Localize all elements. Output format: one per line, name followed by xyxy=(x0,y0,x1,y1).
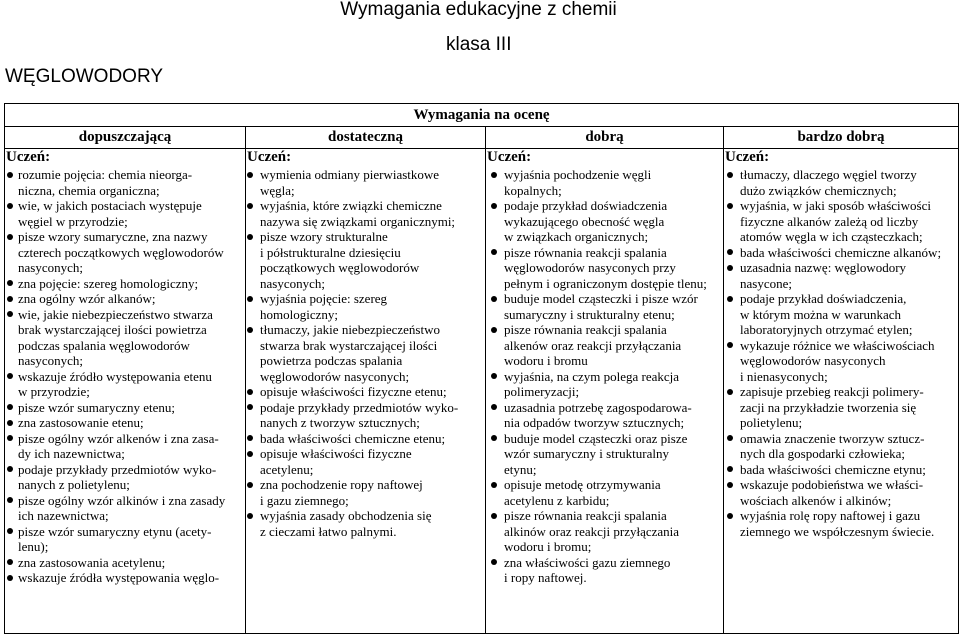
requirement-text: pisze wzory strukturalne xyxy=(260,229,388,244)
requirement-item xyxy=(246,229,485,291)
requirement-text: podczas spalania węglowodorów xyxy=(18,337,190,353)
requirement-item xyxy=(5,229,245,276)
requirement-item xyxy=(486,369,723,400)
requirement-text: etynu; xyxy=(504,461,537,477)
bullet-icon xyxy=(247,404,253,410)
requirement-item xyxy=(5,431,245,462)
bullet-icon xyxy=(247,451,253,457)
bullet-icon xyxy=(491,513,497,519)
requirement-text: czterech początkowych węglowodorów xyxy=(18,244,224,260)
requirement-text: nasyconych; xyxy=(260,275,325,291)
requirement-text: węgiel w przyrodzie; xyxy=(18,213,128,229)
requirement-text: nanych z tworzyw sztucznych; xyxy=(260,415,420,430)
requirement-text: brak wystarczającej ilości powietrza xyxy=(18,322,207,337)
requirement-item xyxy=(486,245,723,292)
requirement-text: węglowodorów nasyconych xyxy=(740,353,886,368)
column-bardzo-dobra xyxy=(724,149,959,634)
bullet-icon xyxy=(247,203,253,209)
requirement-text: tłumaczy, dlaczego węgiel tworzy xyxy=(740,167,917,182)
requirement-text: z cieczami łatwo palnymi. xyxy=(260,523,397,539)
bullet-icon xyxy=(7,172,13,178)
document-title: Wymagania edukacyjne z chemii xyxy=(340,0,617,20)
bullet-icon xyxy=(247,513,253,519)
requirement-text: podaje przykład doświadczenia xyxy=(504,198,668,213)
requirement-text: pisze równania reakcji spalania xyxy=(504,244,667,260)
requirement-text: nasyconych; xyxy=(18,260,83,275)
requirement-text: zna pojęcie: szereg homologiczny; xyxy=(18,275,199,291)
requirement-item xyxy=(246,322,485,384)
requirement-text: i gazu ziemnego; xyxy=(260,492,349,508)
requirement-text: ich nazewnictwa; xyxy=(18,508,109,523)
requirement-text: zna ogólny wzór alkanów; xyxy=(18,291,156,306)
bullet-icon xyxy=(491,404,497,410)
requirement-text: i ropy naftowej. xyxy=(504,570,587,585)
requirement-text: kopalnych; xyxy=(504,182,562,198)
bullet-icon xyxy=(491,373,497,379)
requirement-text: wskazuje źródła występowania węglo- xyxy=(18,570,220,585)
requirement-item xyxy=(724,198,958,245)
bullet-icon xyxy=(727,172,733,178)
requirement-item xyxy=(246,167,485,198)
bullet-icon xyxy=(247,296,253,302)
requirement-item xyxy=(486,477,723,508)
requirement-text: laboratoryjnych otrzymać etylen; xyxy=(740,322,913,337)
requirement-text: nasyconych; xyxy=(18,353,83,368)
requirement-text: bada właściwości chemiczne etynu; xyxy=(740,461,926,477)
requirement-item xyxy=(724,291,958,338)
requirement-text: początkowych węglowodorów xyxy=(260,260,420,275)
bullet-icon xyxy=(247,172,253,178)
bullet-icon xyxy=(247,234,253,240)
requirement-text: sumaryczny i strukturalny etenu; xyxy=(504,306,675,322)
requirement-text: zacji na przykładzie tworzenia się xyxy=(740,399,917,415)
requirement-text: zna pochodzenie ropy naftowej xyxy=(260,477,423,492)
requirement-text: buduje model cząsteczki i pisze wzór xyxy=(504,291,698,306)
requirements-table xyxy=(4,103,959,634)
requirement-text: zna właściwości gazu ziemnego xyxy=(504,554,671,570)
requirement-item xyxy=(5,462,245,493)
requirement-item xyxy=(724,167,958,198)
requirement-text: podaje przykłady przedmiotów wyko- xyxy=(260,399,459,415)
bullet-icon xyxy=(247,435,253,441)
requirements-row xyxy=(5,149,959,634)
grade-header: dobrą xyxy=(486,127,724,149)
bullet-icon xyxy=(727,466,733,472)
requirement-text: acetylenu; xyxy=(260,461,314,477)
requirement-text: wskazuje źródło występowania etenu xyxy=(18,368,212,384)
table-header: Wymagania na ocenę xyxy=(5,104,959,127)
requirement-item xyxy=(486,508,723,555)
requirement-text: pisze ogólny wzór alkinów i zna zasady xyxy=(18,492,226,508)
bullet-icon xyxy=(491,559,497,565)
requirement-text: wskazuje podobieństwa we właści- xyxy=(740,477,924,492)
bullet-icon xyxy=(7,528,13,534)
requirement-item xyxy=(5,276,245,292)
requirement-text: nych dla gospodarki człowieka; xyxy=(740,446,905,461)
requirement-item xyxy=(724,477,958,508)
requirement-list xyxy=(5,167,245,586)
bullet-icon xyxy=(491,482,497,488)
requirement-text: lenu); xyxy=(18,539,49,554)
requirement-item xyxy=(246,431,485,447)
requirement-text: stwarza brak wystarczającej ilości xyxy=(260,337,438,353)
bullet-icon xyxy=(727,265,733,271)
requirement-text: uzasadnia nazwę: węglowodory xyxy=(740,260,907,275)
requirement-text: pisze wzory sumaryczne, zna nazwy xyxy=(18,229,208,244)
bullet-icon xyxy=(491,172,497,178)
requirement-item xyxy=(486,322,723,369)
requirement-text: acetylenu z karbidu; xyxy=(504,492,610,508)
requirement-text: polietylenu; xyxy=(740,415,803,430)
bullet-icon xyxy=(727,389,733,395)
requirement-text: niczna, chemia organiczna; xyxy=(18,182,160,198)
requirement-text: fizyczne alkanów zależą od liczby xyxy=(740,213,919,229)
requirement-text: dużo związków chemicznych; xyxy=(740,182,897,198)
bullet-icon xyxy=(491,327,497,333)
requirement-text: pisze równania reakcji spalania xyxy=(504,508,667,523)
requirement-text: tłumaczy, jakie niebezpieczeństwo xyxy=(260,322,440,337)
requirement-item xyxy=(724,508,958,539)
requirement-text: atomów węgla w ich cząsteczkach; xyxy=(740,229,923,244)
requirement-text: bada właściwości chemiczne etenu; xyxy=(260,430,446,446)
requirement-text: alkenów oraz reakcji przyłączania xyxy=(504,337,682,353)
bullet-icon xyxy=(491,203,497,209)
requirement-text: podaje przykłady przedmiotów wyko- xyxy=(18,461,217,477)
bullet-icon xyxy=(491,435,497,441)
bullet-icon xyxy=(727,482,733,488)
requirement-item xyxy=(5,570,245,586)
requirement-text: wykazującego obecność węgla xyxy=(504,213,665,229)
requirement-text: wyjaśnia zasady obchodzenia się xyxy=(260,508,432,523)
student-label: Uczeń: xyxy=(247,149,292,165)
requirement-text: zna zastosowanie etenu; xyxy=(18,415,144,430)
student-label: Uczeń: xyxy=(725,149,770,165)
bullet-icon xyxy=(727,435,733,441)
requirement-text: wodoru i bromu; xyxy=(504,539,592,554)
section-heading: WĘGLOWODORY xyxy=(5,66,163,87)
requirement-text: w przyrodzie; xyxy=(18,384,90,399)
requirement-item xyxy=(5,493,245,524)
requirement-text: omawia znaczenie tworzyw sztucz- xyxy=(740,430,925,446)
requirement-item xyxy=(5,167,245,198)
requirement-text: dy ich nazewnictwa; xyxy=(18,446,125,461)
class-label: klasa III xyxy=(446,34,512,55)
requirement-item xyxy=(724,338,958,385)
bullet-icon xyxy=(247,327,253,333)
bullet-icon xyxy=(727,249,733,255)
requirement-text: wzór sumaryczny i strukturalny xyxy=(504,446,669,461)
bullet-icon xyxy=(491,249,497,255)
requirement-text: zna zastosowania acetylenu; xyxy=(18,554,166,570)
requirement-item xyxy=(724,384,958,431)
column-dostateczna xyxy=(246,149,486,634)
bullet-icon xyxy=(7,575,13,581)
requirement-text: nia odpadów tworzyw sztucznych; xyxy=(504,415,685,430)
student-label: Uczeń: xyxy=(487,149,532,165)
requirement-list xyxy=(724,167,958,539)
requirement-item xyxy=(486,400,723,431)
requirement-item xyxy=(246,508,485,539)
grade-header-row xyxy=(5,127,959,149)
requirement-item xyxy=(246,446,485,477)
requirement-text: wyjaśnia pojęcie: szereg xyxy=(260,291,388,306)
requirement-text: wyjaśnia rolę ropy naftowej i gazu xyxy=(740,508,921,523)
requirement-text: wie, w jakich postaciach występuje xyxy=(18,198,202,213)
requirement-text: homologiczny; xyxy=(260,306,338,322)
requirement-text: wymienia odmiany pierwiastkowe xyxy=(260,167,440,182)
requirement-text: podaje przykład doświadczenia, xyxy=(740,291,907,306)
requirement-item xyxy=(724,462,958,478)
requirement-text: bada właściwości chemiczne alkanów; xyxy=(740,244,942,260)
requirement-text: w związkach organicznych; xyxy=(504,229,649,244)
requirement-item xyxy=(486,198,723,245)
bullet-icon xyxy=(7,234,13,240)
requirement-item xyxy=(486,555,723,586)
grade-header: bardzo dobrą xyxy=(724,127,959,149)
bullet-icon xyxy=(727,342,733,348)
bullet-icon xyxy=(7,420,13,426)
bullet-icon xyxy=(7,435,13,441)
requirement-item xyxy=(5,369,245,400)
requirement-item xyxy=(724,245,958,261)
requirement-text: buduje model cząsteczki oraz pisze xyxy=(504,430,688,446)
column-dobra xyxy=(486,149,724,634)
requirement-text: opisuje metodę otrzymywania xyxy=(504,477,661,492)
bullet-icon xyxy=(7,296,13,302)
requirement-text: pisze równania reakcji spalania xyxy=(504,322,667,337)
requirement-list xyxy=(246,167,485,539)
requirement-text: polimeryzacji; xyxy=(504,384,580,399)
requirement-text: zapisuje przebieg reakcji polimery- xyxy=(740,384,924,399)
bullet-icon xyxy=(7,559,13,565)
bullet-icon xyxy=(7,311,13,317)
requirement-list xyxy=(486,167,723,586)
requirement-item xyxy=(246,291,485,322)
requirement-text: nanych z polietylenu; xyxy=(18,477,130,492)
requirement-text: pełnym i ograniczonym dostępie tlenu; xyxy=(504,275,707,291)
bullet-icon xyxy=(727,203,733,209)
requirement-text: wykazuje różnice we właściwościach xyxy=(740,337,935,353)
grade-header: dostateczną xyxy=(246,127,486,149)
requirement-text: pisze ogólny wzór alkenów i zna zasa- xyxy=(18,430,219,446)
bullet-icon xyxy=(7,497,13,503)
requirement-item xyxy=(246,400,485,431)
requirement-text: węgla; xyxy=(260,182,295,198)
bullet-icon xyxy=(727,296,733,302)
requirement-item xyxy=(5,555,245,571)
requirement-text: uzasadnia potrzebę zagospodarowa- xyxy=(504,399,692,415)
requirement-item xyxy=(724,431,958,462)
requirement-text: wie, jakie niebezpieczeństwo stwarza xyxy=(18,306,213,322)
requirement-text: węglowodorów nasyconych; xyxy=(260,368,410,384)
requirement-text: pisze wzór sumaryczny etenu; xyxy=(18,399,176,415)
requirement-text: wościach alkenów i alkinów; xyxy=(740,492,892,508)
requirement-item xyxy=(486,167,723,198)
requirement-text: pisze wzór sumaryczny etynu (acety- xyxy=(18,523,212,539)
requirement-item xyxy=(5,415,245,431)
requirement-text: wyjaśnia, w jaki sposób właściwości xyxy=(740,198,932,213)
requirement-text: opisuje właściwości fizyczne etenu; xyxy=(260,384,447,399)
requirement-text: nazywa się związkami organicznymi; xyxy=(260,213,456,229)
bullet-icon xyxy=(491,296,497,302)
grade-header: dopuszczającą xyxy=(5,127,246,149)
bullet-icon xyxy=(247,389,253,395)
column-dopuszczajaca xyxy=(5,149,246,634)
requirement-text: węglowodorów nasyconych przy xyxy=(504,260,676,275)
student-label: Uczeń: xyxy=(6,149,51,165)
requirement-item xyxy=(724,260,958,291)
requirement-item xyxy=(246,198,485,229)
bullet-icon xyxy=(7,404,13,410)
requirement-text: wyjaśnia, na czym polega reakcja xyxy=(504,368,680,384)
bullet-icon xyxy=(247,482,253,488)
requirement-item xyxy=(246,384,485,400)
requirement-text: powietrza podczas spalania xyxy=(260,353,403,368)
requirement-text: wodoru i bromu xyxy=(504,353,588,368)
requirement-item xyxy=(5,198,245,229)
requirement-item xyxy=(486,291,723,322)
requirement-text: nasycone; xyxy=(740,275,792,291)
requirement-text: wyjaśnia, które związki chemiczne xyxy=(260,198,442,213)
requirement-text: i nienasyconych; xyxy=(740,368,828,384)
requirement-item xyxy=(246,477,485,508)
requirement-text: i półstrukturalne dziesięciu xyxy=(260,244,401,260)
requirement-text: ziemnego we współczesnym świecie. xyxy=(740,523,935,539)
requirement-item xyxy=(5,400,245,416)
requirement-item xyxy=(486,431,723,478)
requirement-text: opisuje właściwości fizyczne xyxy=(260,446,412,461)
requirement-item xyxy=(5,291,245,307)
bullet-icon xyxy=(7,373,13,379)
requirement-text: rozumie pojęcia: chemia nieorga- xyxy=(18,167,193,182)
bullet-icon xyxy=(7,466,13,472)
bullet-icon xyxy=(7,280,13,286)
requirement-item xyxy=(5,307,245,369)
requirement-text: w którym można w warunkach xyxy=(740,306,902,322)
bullet-icon xyxy=(727,513,733,519)
bullet-icon xyxy=(7,203,13,209)
requirement-text: wyjaśnia pochodzenie węgli xyxy=(504,167,652,182)
requirement-text: alkinów oraz reakcji przyłączania xyxy=(504,523,680,539)
requirement-item xyxy=(5,524,245,555)
